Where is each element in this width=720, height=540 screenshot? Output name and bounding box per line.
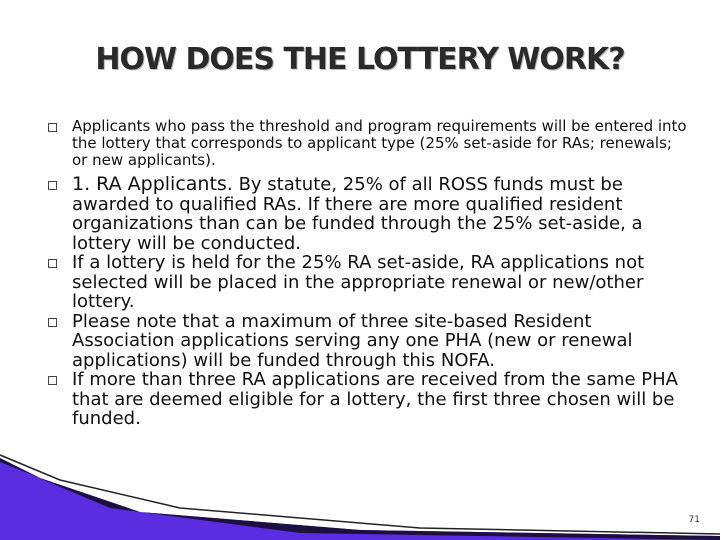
slide-title: HOW DOES THE LOTTERY WORK? — [95, 42, 625, 77]
bullet-text: If more than three RA applications are received from the same PHA that are deemed eligible for a lottery, the first three chosen will be funded. — [72, 369, 678, 429]
bullet-text: If a lottery is held for the 25% RA set-aside, RA applications not selected will be placed in the appropriate renewal or new/other lottery. — [72, 252, 645, 312]
bullet-text: Applicants who pass the threshold and program requirements will be entered into the lottery that corresponds to applicant type (25% set-aside for RAs; renewals; or new applicants). — [72, 117, 687, 169]
swoosh-purple-fill — [0, 458, 720, 540]
bullet-text: By statute, 25% of all ROSS funds must be awarded to qualified RAs. If there are more qualified resident organizations than can be funded through the 25% set-aside, a lottery will be conducted. — [72, 174, 643, 254]
page-number: 71 — [688, 515, 700, 525]
bullet-lead: 1. RA Applicants. — [72, 173, 233, 195]
bullet-text: Please note that a maximum of three site-based Resident Association applications serving any one PHA (new or renewal applications) will be funded through this NOFA. — [72, 310, 633, 371]
